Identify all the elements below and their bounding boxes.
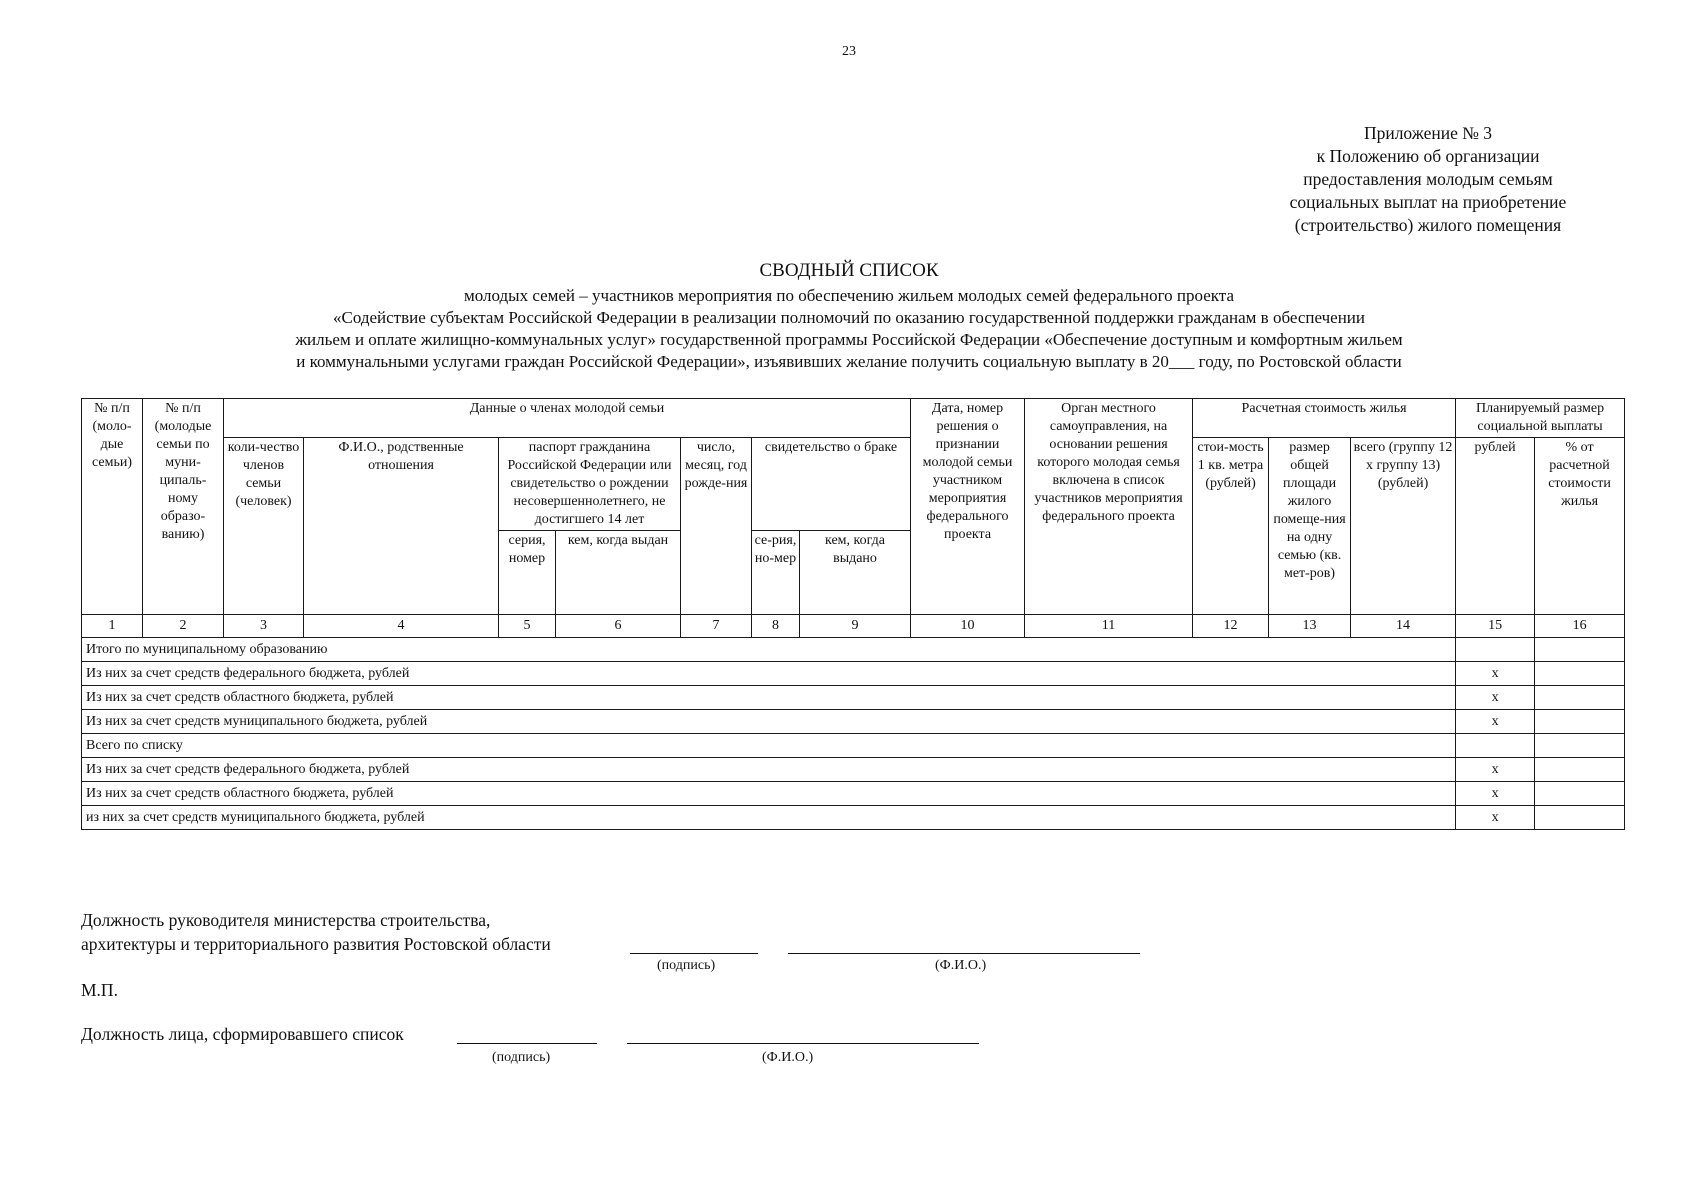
summary-rubles-cell xyxy=(1456,734,1535,758)
column-number: 2 xyxy=(143,615,224,638)
summary-label: Итого по муниципальному образованию xyxy=(82,638,1456,662)
summary-row xyxy=(82,662,1625,686)
head-position-line2: архитектуры и территориального развития Ростовской области xyxy=(81,934,551,954)
summary-rubles-cell: x xyxy=(1456,758,1535,782)
header-cost-per-meter: стои-мость 1 кв. метра (рублей) xyxy=(1193,438,1269,615)
header-birth-date: число, месяц, год рожде-ния xyxy=(681,438,752,615)
column-number: 1 xyxy=(82,615,143,638)
summary-label: Всего по списку xyxy=(82,734,1456,758)
header-members-count: коли-чество членов семьи (человек) xyxy=(224,438,304,615)
summary-rubles-cell xyxy=(1456,638,1535,662)
appendix-line: социальных выплат на приобретение xyxy=(1289,192,1567,212)
document-title: СВОДНЫЙ СПИСОК xyxy=(759,260,939,281)
summary-rubles-cell: x xyxy=(1456,710,1535,734)
header-fio: Ф.И.О., родственные отношения xyxy=(304,438,499,615)
header-rubles: рублей xyxy=(1456,438,1535,615)
subtitle-line: молодых семей – участников мероприятия по обеспечению жильем молодых семей федерального проекта xyxy=(463,286,1234,305)
header-passport-series: серия, номер xyxy=(499,531,556,615)
column-number: 11 xyxy=(1025,615,1193,638)
summary-percent-cell xyxy=(1535,734,1625,758)
summary-percent-cell xyxy=(1535,710,1625,734)
column-number: 12 xyxy=(1193,615,1269,638)
header-no-family: № п/п (моло-дые семьи) xyxy=(82,399,143,615)
appendix-line: Приложение № 3 xyxy=(1363,123,1493,143)
header-decision-date: Дата, номер решения о признании молодой семьи участником мероприятия федерального проекта xyxy=(911,399,1025,615)
compiler-position: Должность лица, сформировавшего список xyxy=(81,1024,404,1044)
page-number: 23 xyxy=(842,44,856,59)
summary-percent-cell xyxy=(1535,638,1625,662)
column-number: 14 xyxy=(1351,615,1456,638)
header-payment: Планируемый размер социальной выплаты xyxy=(1456,399,1625,438)
summary-row xyxy=(82,710,1625,734)
compiler-fio-caption: (Ф.И.О.) xyxy=(762,1050,814,1065)
summary-label: Из них за счет средств федерального бюджета, рублей xyxy=(82,662,1456,686)
column-number: 4 xyxy=(304,615,499,638)
summary-label: Из них за счет средств муниципального бюджета, рублей xyxy=(82,710,1456,734)
subtitle-line: «Содействие субъектам Российской Федерации в реализации полномочий по оказанию государственной поддержки гражданам в обеспечении xyxy=(333,308,1365,327)
summary-rubles-cell: x xyxy=(1456,662,1535,686)
appendix-line: (строительство) жилого помещения xyxy=(1294,215,1562,235)
summary-label: из них за счет средств муниципального бюджета, рублей xyxy=(82,806,1456,830)
column-number-row xyxy=(82,615,1625,638)
subtitle-line: и коммунальными услугами граждан Российской Федерации», изъявивших желание получить социальную выплату в 20___ году, по Ростовской области xyxy=(296,352,1402,371)
appendix-line: к Положению об организации xyxy=(1316,146,1540,166)
head-position-line1: Должность руководителя министерства строительства, xyxy=(81,910,491,930)
head-signature-line xyxy=(630,953,758,954)
summary-label: Из них за счет средств федерального бюджета, рублей xyxy=(82,758,1456,782)
header-passport-issued: кем, когда выдан xyxy=(556,531,681,615)
column-number: 10 xyxy=(911,615,1025,638)
summary-label: Из них за счет средств областного бюджета, рублей xyxy=(82,782,1456,806)
summary-table xyxy=(81,398,1625,830)
header-cost: Расчетная стоимость жилья xyxy=(1193,399,1456,438)
summary-percent-cell xyxy=(1535,662,1625,686)
summary-percent-cell xyxy=(1535,686,1625,710)
column-number: 13 xyxy=(1269,615,1351,638)
summary-row xyxy=(82,734,1625,758)
compiler-signature-line xyxy=(457,1043,597,1044)
stamp-label: М.П. xyxy=(81,980,118,1000)
summary-row xyxy=(82,758,1625,782)
head-signature-caption: (подпись) xyxy=(657,958,716,973)
header-family-data: Данные о членах молодой семьи xyxy=(224,399,911,438)
column-number: 8 xyxy=(752,615,800,638)
summary-row xyxy=(82,638,1625,662)
header-area: размер общей площади жилого помеще-ния на одну семью (кв. мет-ров) xyxy=(1269,438,1351,615)
column-number: 9 xyxy=(800,615,911,638)
header-passport: паспорт гражданина Российской Федерации или свидетельство о рождении несовершеннолетнего, не достигшего 14 лет xyxy=(499,438,681,531)
summary-rubles-cell: x xyxy=(1456,806,1535,830)
column-number: 16 xyxy=(1535,615,1625,638)
compiler-fio-line xyxy=(627,1043,979,1044)
column-number: 15 xyxy=(1456,615,1535,638)
summary-row xyxy=(82,806,1625,830)
column-number: 7 xyxy=(681,615,752,638)
summary-rubles-cell: x xyxy=(1456,782,1535,806)
head-fio-line xyxy=(788,953,1140,954)
head-fio-caption: (Ф.И.О.) xyxy=(935,958,987,973)
summary-rubles-cell: x xyxy=(1456,686,1535,710)
column-number: 5 xyxy=(499,615,556,638)
summary-percent-cell xyxy=(1535,758,1625,782)
appendix-note xyxy=(1248,122,1608,237)
subtitle-line: жильем и оплате жилищно-коммунальных услуг» государственной программы Российской Федерации «Обеспечение доступным и комфортным жильем xyxy=(295,330,1403,349)
document-subtitle xyxy=(0,285,1698,373)
header-marriage-series: се-рия, но-мер xyxy=(752,531,800,615)
header-marriage: свидетельство о браке xyxy=(752,438,911,531)
summary-row xyxy=(82,686,1625,710)
column-number: 6 xyxy=(556,615,681,638)
summary-percent-cell xyxy=(1535,806,1625,830)
header-local-body: Орган местного самоуправления, на основании решения которого молодая семья включена в список участников мероприятия федерального проекта xyxy=(1025,399,1193,615)
column-number: 3 xyxy=(224,615,304,638)
appendix-line: предоставления молодым семьям xyxy=(1303,169,1553,189)
summary-row xyxy=(82,782,1625,806)
header-total: всего (группу 12 x группу 13) (рублей) xyxy=(1351,438,1456,615)
summary-label: Из них за счет средств областного бюджета, рублей xyxy=(82,686,1456,710)
summary-percent-cell xyxy=(1535,782,1625,806)
header-percent: % от расчетной стоимости жилья xyxy=(1535,438,1625,615)
header-no-municipal: № п/п (молодые семьи по муни-ципаль-ному образо-ванию) xyxy=(143,399,224,615)
header-marriage-issued: кем, когда выдано xyxy=(800,531,911,615)
compiler-signature-caption: (подпись) xyxy=(492,1050,551,1065)
